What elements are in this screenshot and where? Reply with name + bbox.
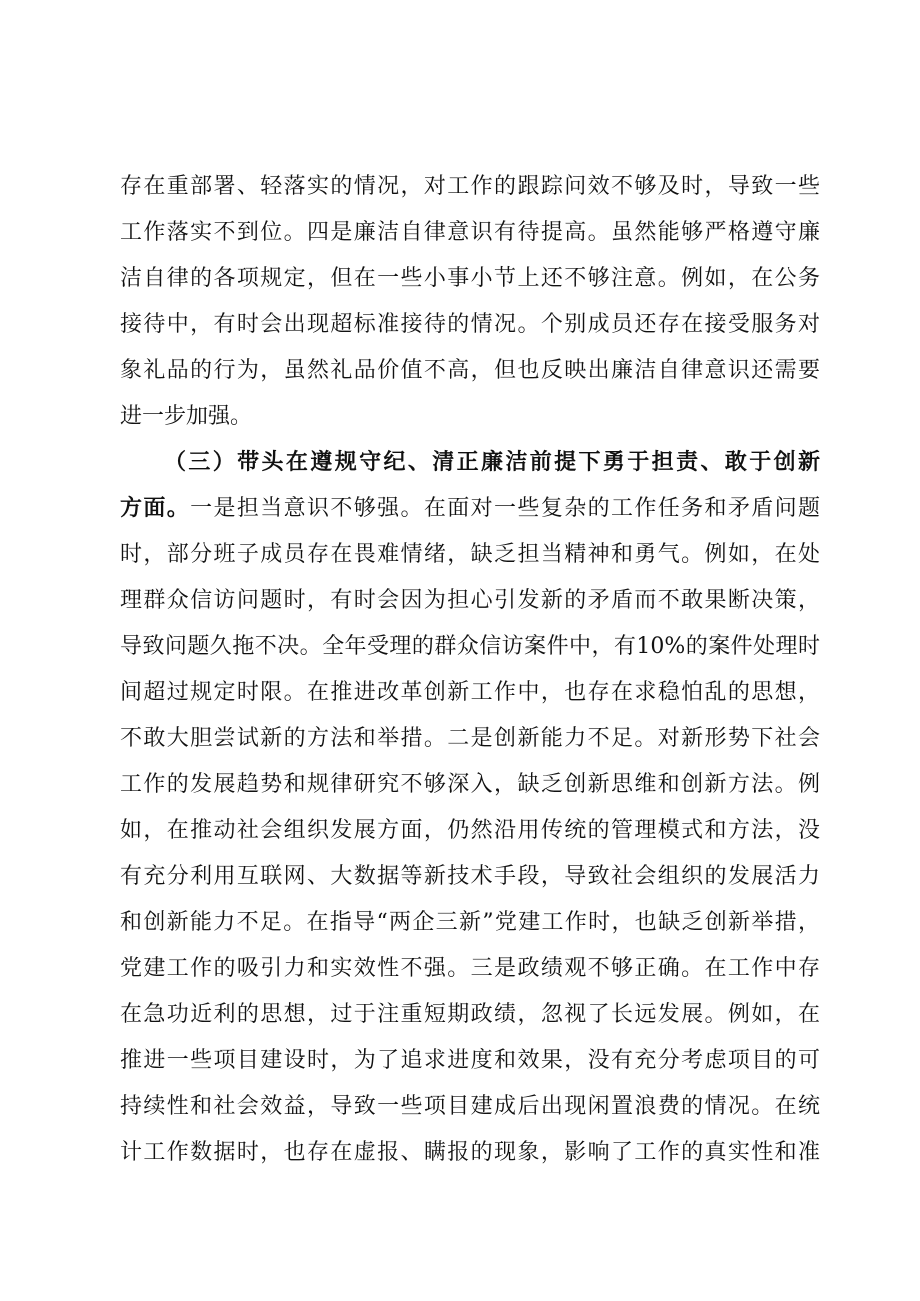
- section-heading-end: 方面。: [120, 496, 191, 521]
- text-line: 洁自律的各项规定，但在一些小事小节上还不够注意。例如，在公务: [120, 266, 820, 291]
- text-line: 计工作数据时，也存在虚报、瞒报的现象，影响了工作的真实性和准: [120, 1140, 820, 1165]
- text-line: 时，部分班子成员存在畏难情绪，缺乏担当精神和勇气。例如，在处: [120, 542, 820, 567]
- text-line: 理群众信访问题时，有时会因为担心引发新的矛盾而不敢果断决策，: [120, 588, 820, 613]
- text-line: 和创新能力不足。在指导“两企三新”党建工作时，也缺乏创新举措，: [120, 910, 820, 935]
- text-line: 持续性和社会效益，导致一些项目建成后出现闲置浪费的情况。在统: [120, 1094, 820, 1119]
- text-line: 工作的发展趋势和规律研究不够深入，缺乏创新思维和创新方法。例: [120, 772, 820, 797]
- text-line: 如，在推动社会组织发展方面，仍然沿用传统的管理模式和方法，没: [120, 818, 820, 843]
- text-line: 党建工作的吸引力和实效性不强。三是政绩观不够正确。在工作中存: [120, 956, 820, 981]
- text-span: 一是担当意识不够强。在面对一些复杂的工作任务和矛盾问题: [190, 496, 820, 521]
- text-line: 存在重部署、轻落实的情况，对工作的跟踪问效不够及时，导致一些: [120, 174, 820, 199]
- text-line: 进一步加强。: [120, 404, 253, 429]
- text-line: 在急功近利的思想，过于注重短期政绩，忽视了长远发展。例如，在: [120, 1002, 820, 1027]
- paragraph-1: [120, 164, 820, 440]
- text-line: 导致问题久拖不决。全年受理的群众信访案件中，有10%的案件处理时: [120, 634, 820, 659]
- text-line: 接待中，有时会出现超标准接待的情况。个别成员还存在接受服务对: [120, 312, 820, 337]
- text-line: 有充分利用互联网、大数据等新技术手段，导致社会组织的发展活力: [120, 864, 820, 889]
- text-line: 工作落实不到位。四是廉洁自律意识有待提高。虽然能够严格遵守廉: [120, 220, 820, 245]
- document-body: [120, 164, 820, 1176]
- text-line: 推进一些项目建设时，为了追求进度和效果，没有充分考虑项目的可: [120, 1048, 820, 1073]
- text-line: 间超过规定时限。在推进改革创新工作中，也存在求稳怕乱的思想，: [120, 680, 820, 705]
- text-line: 象礼品的行为，虽然礼品价值不高，但也反映出廉洁自律意识还需要: [120, 358, 820, 383]
- text-line: [120, 486, 820, 532]
- text-line: 不敢大胆尝试新的方法和举措。二是创新能力不足。对新形势下社会: [120, 726, 820, 751]
- section-heading: （三）带头在遵规守纪、清正廉洁前提下勇于担责、敢于创新: [164, 450, 820, 475]
- paragraph-2: [120, 440, 820, 1176]
